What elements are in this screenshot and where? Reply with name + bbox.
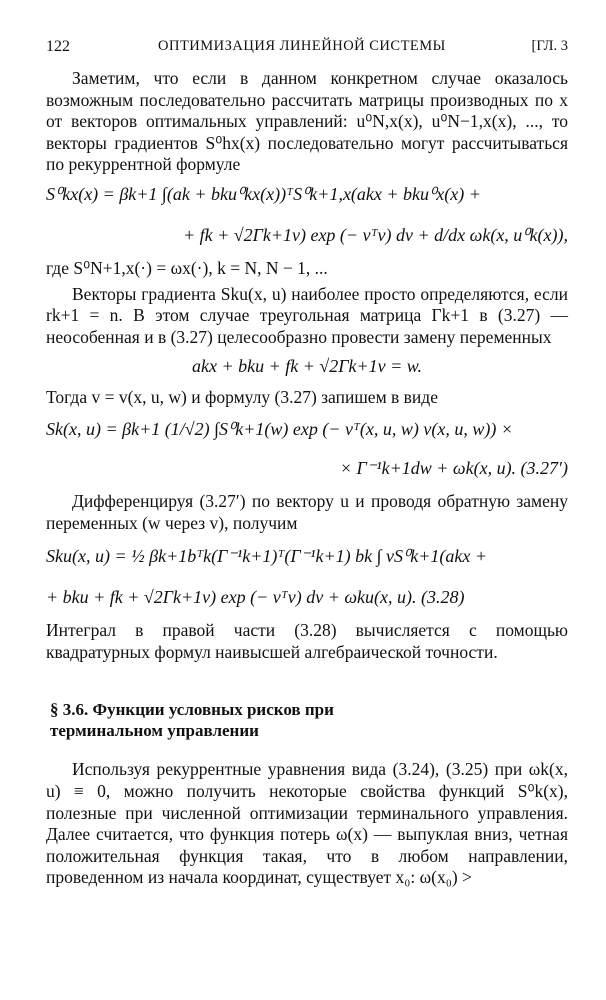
- paragraph-6: Используя рекуррентные уравнения вида (3.24), (3.25) при ωk(x, u) ≡ 0, можно получить некоторые свойства функций S⁰k(x), полезные при численной оптимизации терминального управления. Далее считается, что функция потерь ω(x) — выпуклая вниз, четная положительная функция такая, что в любом направлении, проведенном из начала координат, существует x₀: ω(x₀) >: [46, 759, 568, 888]
- formula-4-line-2: + bku + fk + √2Γk+1v) exp (− vᵀv) dv + ωku(x, u). (3.28): [46, 587, 465, 608]
- paragraph-2: Векторы градиента Sku(x, u) наиболее просто определяются, если rk+1 = n. В этом случае треугольная матрица Γk+1 в (3.27) — неособенная и в (3.27) целесообразно провести замену переменных: [46, 283, 568, 347]
- page: [46, 38, 568, 889]
- section-heading: § 3.6. Функции условных рисков при терминальном управлении: [50, 700, 334, 741]
- formula-2: akx + bku + fk + √2Γk+1v = w.: [192, 356, 422, 377]
- chapter-marker: [ГЛ. 3: [531, 38, 568, 54]
- paragraph-1: Заметим, что если в данном конкретном случае оказалось возможным последовательно рассчитать матрицы производных по x от векторов оптимальных управлений: u⁰N,x(x), u⁰N−1,x(x), ..., то векторы градиентов S⁰hx(x) последовательно могут рассчитываться по рекуррентной формуле: [46, 68, 568, 175]
- formula-3-line-1: Sk(x, u) = βk+1 (1/√2) ∫S⁰k+1(w) exp (− vᵀ(x, u, w) v(x, u, w)) ×: [46, 418, 514, 439]
- running-header: [46, 38, 568, 60]
- formula-4-line-1: Sku(x, u) = ½ βk+1bᵀk(Γ⁻¹k+1)ᵀ(Γ⁻¹k+1) bk ∫ vS⁰k+1(akx +: [46, 546, 488, 567]
- formula-1-line-2: + fk + √2Γk+1v) exp (− vᵀv) dv + d/dx ωk(x, u⁰k(x)),: [182, 224, 568, 245]
- paragraph-5: Интеграл в правой части (3.28) вычисляется с помощью квадратурных формул наивысшей алгебраической точности.: [46, 620, 568, 662]
- running-title: ОПТИМИЗАЦИЯ ЛИНЕЙНОЙ СИСТЕМЫ: [158, 38, 446, 54]
- paragraph-4: Дифференцируя (3.27′) по вектору u и проводя обратную замену переменных (w через v), получим: [46, 490, 568, 533]
- page-number: 122: [46, 38, 70, 55]
- paragraph-3: Тогда v = v(x, u, w) и формулу (3.27) запишем в виде: [46, 387, 438, 408]
- formula-3-line-2: × Γ⁻¹k+1dw + ωk(x, u). (3.27′): [339, 457, 568, 478]
- where-line: где S⁰N+1,x(·) = ωx(·), k = N, N − 1, ...: [46, 257, 328, 278]
- formula-1-line-1: S⁰kx(x) = βk+1 ∫(ak + bku⁰kx(x))ᵀS⁰k+1,x(akx + bku⁰x(x) +: [46, 183, 481, 204]
